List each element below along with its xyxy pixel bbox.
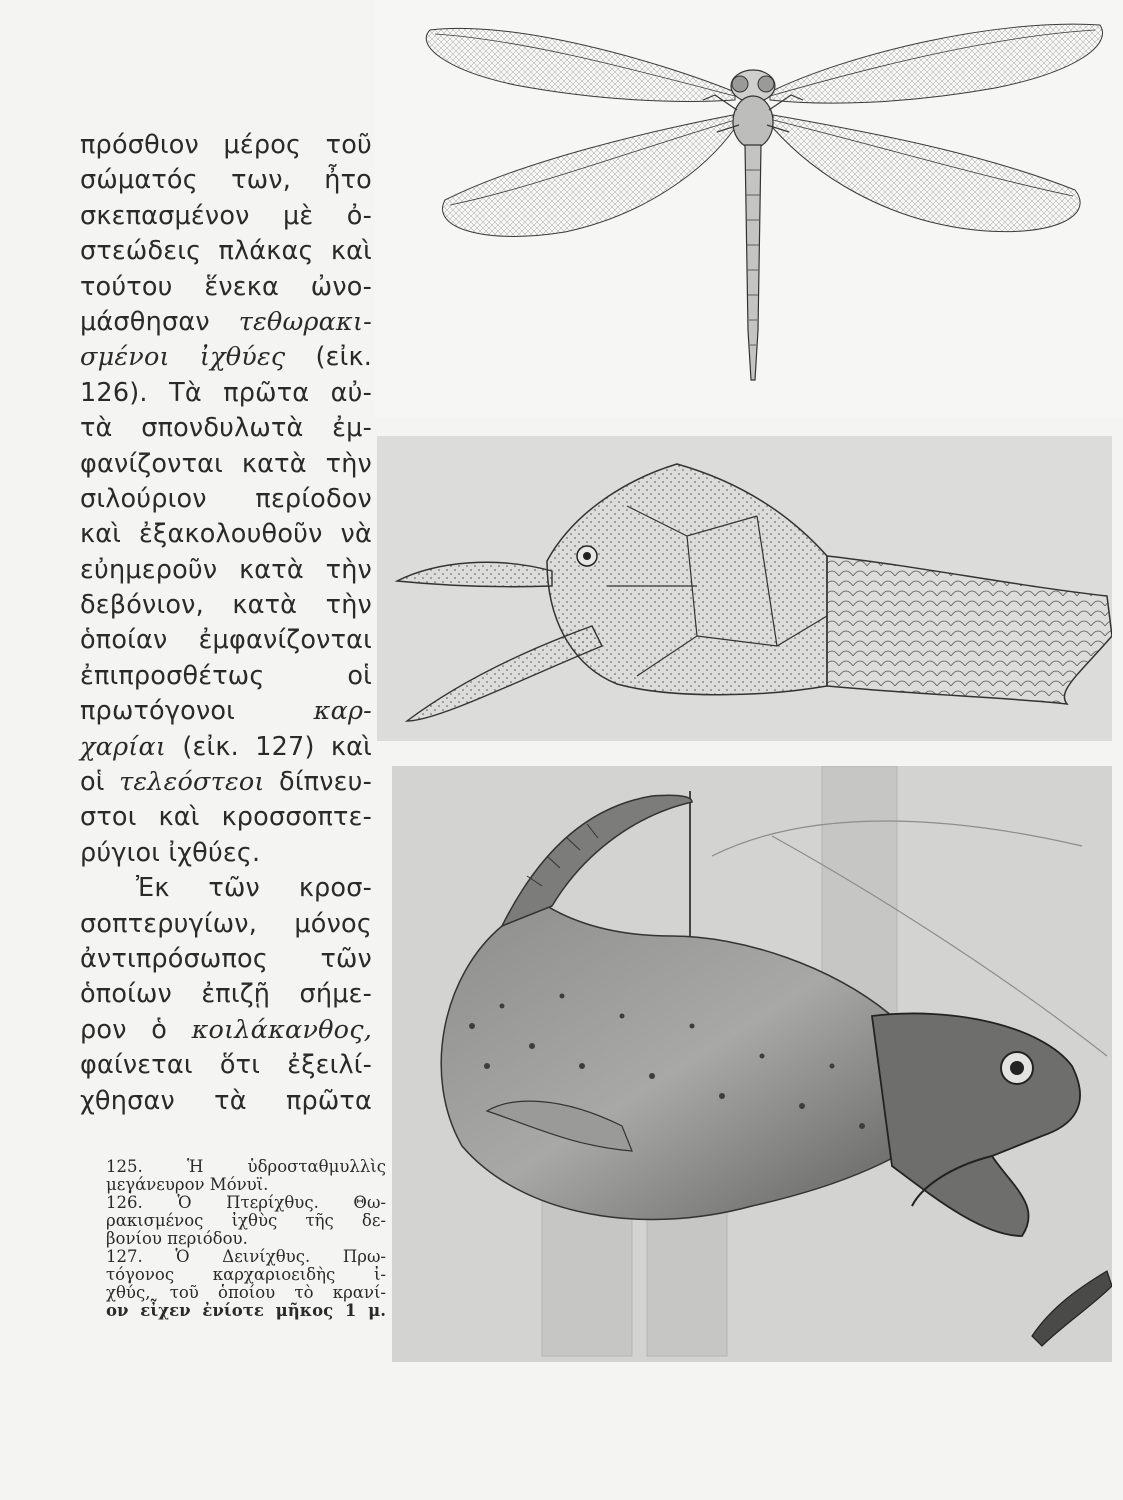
italic-term: χαρίαι	[80, 731, 167, 762]
text-line: ὁποίαν ἐμφανίζονται	[80, 625, 372, 656]
caption-line: μεγάνευρον Μόνυϊ.	[106, 1175, 269, 1194]
text-line: τὰ σπονδυλωτὰ ἐμ-	[80, 413, 372, 444]
text-line: ρύγιοι ἰχθύες.	[80, 837, 261, 868]
text-line: στοι καὶ κροσσοπτε-	[80, 802, 372, 833]
figure-captions	[106, 1158, 386, 1320]
text-line	[80, 765, 372, 800]
text-line: στεώδεις πλάκας καὶ	[80, 236, 372, 267]
text-line: εὐημεροῦν κατὰ τὴν	[80, 554, 372, 585]
caption-line: βονίου περιόδου.	[106, 1229, 248, 1248]
italic-term: τεθωρακι-	[238, 306, 372, 337]
text-line: δεβόνιον, κατὰ τὴν	[80, 590, 372, 621]
italic-term: τελεόστεοι	[119, 767, 265, 798]
text-fragment: οἱ	[80, 767, 105, 798]
text-line: πρόσθιον μέρος τοῦ	[80, 130, 372, 160]
text-line: ἐπιπροσθέτως οἱ	[80, 660, 372, 691]
caption-line: τόγονος καρχαριοειδὴς ἰ-	[106, 1265, 386, 1284]
body-text	[80, 128, 372, 1119]
text-line: σοπτερυγίων, μόνος	[80, 908, 372, 939]
text-fragment: (εἰκ. 127) καὶ	[182, 731, 372, 762]
text-fragment: μάσθησαν	[80, 306, 210, 337]
caption-line: 127. Ὁ Δεινίχθυς. Πρω-	[106, 1247, 386, 1266]
italic-term: σμένοι ἰχθύες	[80, 342, 286, 373]
armored-fish-drawing	[377, 436, 1112, 741]
italic-term: κοιλάκανθος,	[191, 1014, 372, 1045]
caption-line: χθύς, τοῦ ὁποίου τὸ κρανί-	[106, 1283, 386, 1302]
text-fragment: πρωτόγονοι	[80, 696, 236, 727]
caption-line: 126. Ὁ Πτερίχθυς. Θω-	[106, 1193, 386, 1212]
text-line	[80, 1013, 372, 1048]
text-line	[80, 694, 372, 729]
text-line: σιλούριον περίοδον	[80, 483, 372, 514]
text-line: ὁποίων ἐπιζῇ σήμε-	[80, 979, 372, 1010]
text-line	[80, 305, 372, 340]
text-line	[80, 730, 372, 765]
italic-term: καρ-	[313, 696, 372, 727]
caption-line: 125. Ἡ ὑδροσταθμυλλὶς	[106, 1157, 386, 1176]
caption-line: ον εἶχεν ἐνίοτε μῆκος 1 μ.	[106, 1301, 386, 1320]
text-line: φανίζονται κατὰ τὴν	[80, 448, 372, 479]
dinichthys-illustration	[392, 766, 1112, 1362]
text-line: φαίνεται ὅτι ἐξειλί-	[80, 1050, 372, 1081]
text-line: σκεπασμένον μὲ ὀ-	[80, 200, 372, 231]
text-fragment: ρον ὁ	[80, 1014, 168, 1045]
text-line: ἀντιπρόσωπος τῶν	[80, 943, 372, 974]
caption-line: ρακισμένος ἰχθὺς τῆς δε-	[106, 1211, 386, 1230]
text-line	[80, 340, 372, 375]
text-line: σώματός των, ἦτο	[80, 165, 372, 196]
armored-fish-illustration	[377, 436, 1112, 741]
text-line: καὶ ἐξακολουθοῦν νὰ	[80, 519, 372, 550]
text-line: τούτου ἕνεκα ὠνο-	[80, 271, 372, 302]
text-fragment: δίπνευ-	[279, 767, 372, 798]
dragonfly-drawing	[375, 0, 1123, 418]
text-line: χθησαν τὰ πρῶτα	[80, 1085, 372, 1116]
text-line: Ἐκ τῶν κροσ-	[136, 873, 372, 904]
text-line: 126). Τὰ πρῶτα αὐ-	[80, 377, 372, 408]
dragonfly-illustration	[375, 0, 1123, 418]
dinichthys-drawing	[392, 766, 1112, 1362]
text-fragment: (εἰκ.	[315, 342, 372, 373]
